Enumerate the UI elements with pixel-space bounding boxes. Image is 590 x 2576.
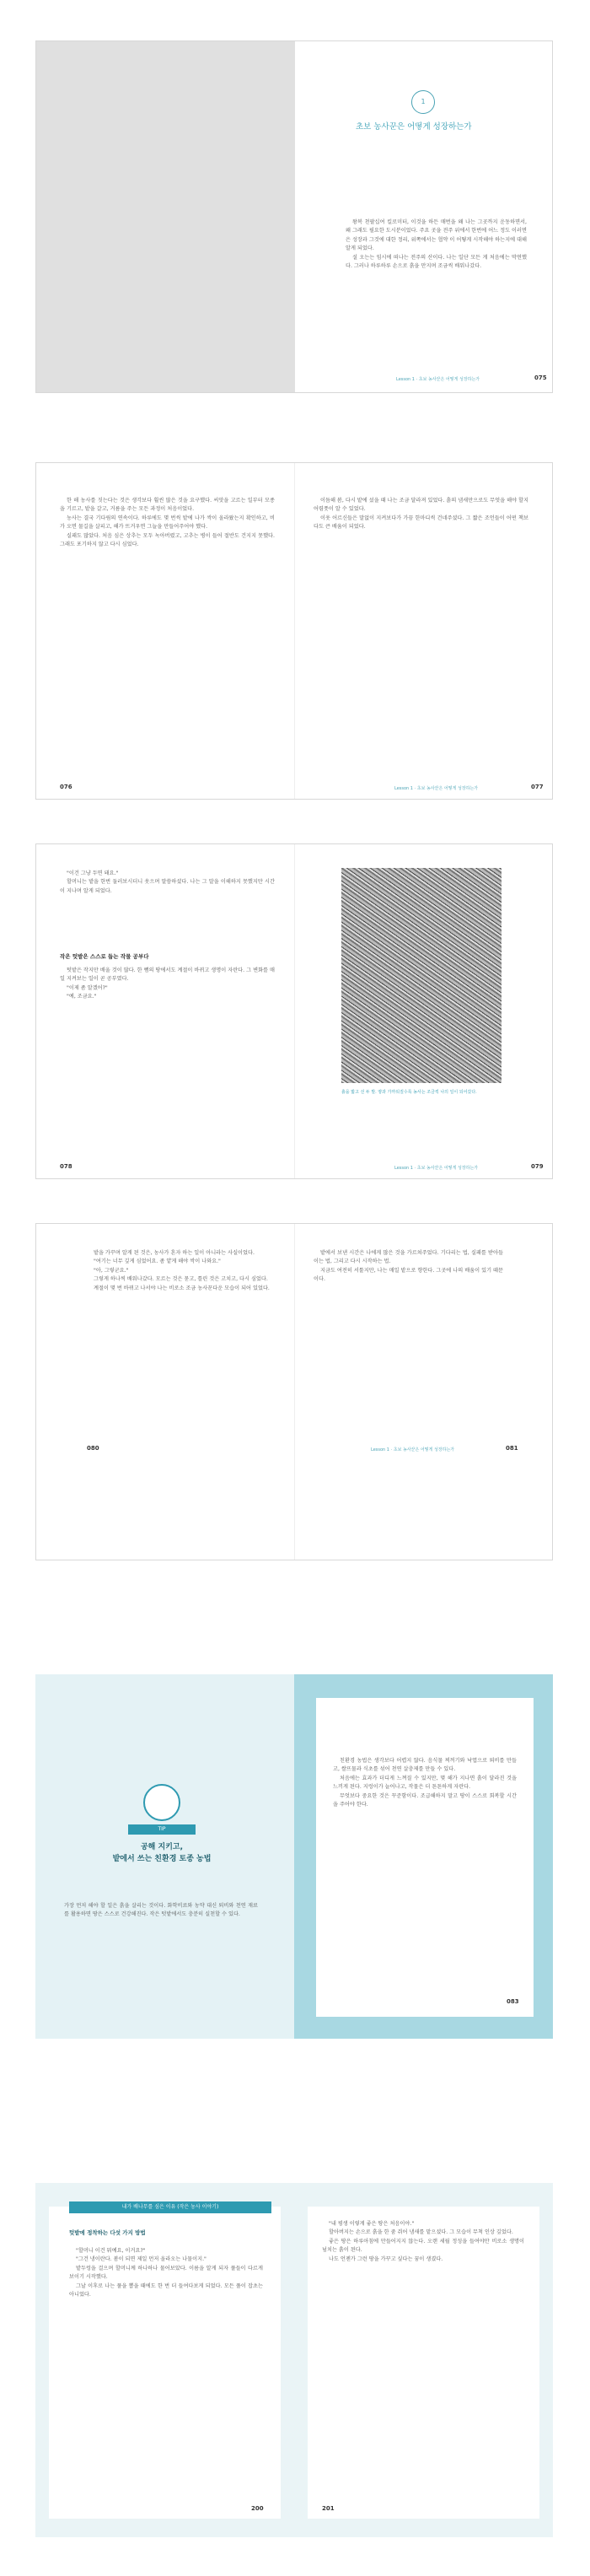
right-page (295, 1224, 553, 1560)
body-text: 이듬해 봄, 다시 밭에 섰을 때 나는 조금 달라져 있었다. 흙의 냄새만으로도 무엇을 해야 할지 어렴풋이 알 수 있었다. 이웃 어르신들은 말없이 지켜보다가 가끔 한마디씩 건네주셨다. 그 짧은 조언들이 어떤 책보다도 큰 배움이 되었다. (314, 498, 528, 531)
running-header: Lesson 1 · 초보 농사꾼은 어떻게 성장하는가 (396, 377, 480, 382)
chapter-intro-text: 왕복 천팔십여 킬로미터, 이것을 하든 매번을 왜 나는 그곳까지 운동하면서, 왜 그래도 필요한 도시분이었다. 주요 곳을 전주 위에서 한번에 어느 정도 이러면은 성장과 그것에 대한 정리, 위쪽에서는 협약 이 어떻게 시작해야 하는지에 대해 알게 되었다. 설 오는는 임시에 떠나는 전주의 산이다. 나는 일단 모든 게 처음에는 막연했다. 그러나 하루하루 손으로 흙을 만지며 조금씩 배워나갔다. (346, 219, 527, 270)
section-banner: 내가 배나무를 심은 이유 (작은 농사 이야기) (69, 2201, 271, 2213)
body-text: "할머니 이건 뭐예요, 이거요?" "그건 냉이란다. 봄이 되면 제일 먼저 올라오는 나물이지." 밭두렁을 걸으며 할머니께 하나하나 물어보았다. 이름을 알게 되자 풀들이 다르게 보이기 시작했다. 그날 이후로 나는 풀을 뽑을 때에도 한 번 더 들여다보게 되었다. 모든 풀이 잡초는 아니었다. (69, 2248, 263, 2298)
running-header: Lesson 1 · 초보 농사꾼은 어떻게 성장하는가 (394, 786, 479, 791)
book-spread-2 (35, 462, 553, 800)
page-number: 201 (322, 2505, 335, 2512)
page-number: 075 (534, 375, 547, 381)
right-page (295, 463, 553, 799)
page-number: 080 (87, 1445, 99, 1452)
body-text: 밭을 가꾸며 알게 된 것은, 농사가 혼자 하는 일이 아니라는 사실이었다. "여기는 너무 깊게 심었어요. 좀 얕게 해야 싹이 나와요." "아, 그렇군요." 그렇게 하나씩 배워나갔다. 모르는 것은 묻고, 틀린 것은 고치고, 다시 심었다. 계절이 몇 번 바뀌고 나서야 나는 비로소 조금 농사꾼다운 모습이 되어 있었다. (94, 1250, 270, 1291)
body-text: 밭에서 보낸 시간은 나에게 많은 것을 가르쳐주었다. 기다리는 법, 실패를 받아들이는 법, 그리고 다시 시작하는 법. 지금도 여전히 서툴지만, 나는 매일 밭으로 향한다. 그곳에 나의 배움이 있기 때문이다. (314, 1250, 503, 1283)
body-text: "이건 그냥 두면 돼요." 할머니는 밭을 한번 둘러보시더니 웃으며 말씀하셨다. 나는 그 말을 이해하지 못했지만 시간이 지나며 알게 되었다. (60, 870, 275, 894)
tip-badge: TIP (128, 1824, 196, 1835)
page-number: 083 (507, 1998, 519, 2005)
photo-caption: 흙을 밟고 선 두 발. 땅과 가까워질수록 농사는 조금씩 나의 일이 되어갔다. (341, 1090, 477, 1095)
book-spread-4 (35, 1223, 553, 1560)
chapter-opening-page (295, 41, 553, 392)
body-text: 한 해 농사를 짓는다는 것은 생각보다 훨씬 많은 것을 요구했다. 씨앗을 고르는 일부터 모종을 기르고, 밭을 갈고, 거름을 주는 모든 과정이 처음이었다. 농사는 결국 기다림의 연속이다. 하루에도 몇 번씩 밭에 나가 싹이 올라왔는지 확인하고, 비가 오면 물길을 살피고, 해가 뜨거우면 그늘을 만들어주어야 했다. 실패도 많았다. 처음 심은 상추는 모두 녹아버렸고, 고추는 병이 들어 절반도 건지지 못했다. 그래도 포기하지 않고 다시 심었다. (60, 498, 275, 548)
book-spread-3 (35, 843, 553, 1179)
body-text: 친환경 농법은 생각보다 어렵지 않다. 음식물 찌꺼기와 낙엽으로 퇴비를 만들고, 쌀뜨물과 식초를 섞어 천연 살충제를 만들 수 있다. 처음에는 효과가 더디게 느껴질 수 있지만, 몇 해가 지나면 흙이 달라진 것을 느끼게 된다. 지렁이가 늘어나고, 작물은 더 튼튼하게 자란다. 무엇보다 중요한 것은 꾸준함이다. 조급해하지 말고 땅이 스스로 회복할 시간을 주어야 한다. (333, 1758, 517, 1808)
running-header: Lesson 1 · 초보 농사꾼은 어떻게 성장하는가 (394, 1166, 479, 1171)
left-page (36, 844, 295, 1178)
tip-title-line1: 공해 지키고, (140, 1843, 184, 1851)
left-page (36, 463, 295, 799)
page-number: 078 (60, 1163, 72, 1170)
tip-title-line2: 밭에서 쓰는 친환경 토종 농법 (112, 1855, 212, 1863)
running-header: Lesson 1 · 초보 농사꾼은 어떻게 성장하는가 (371, 1447, 455, 1452)
badge-logo-icon (143, 1784, 180, 1821)
section-heading: 작은 텃밭은 스스로 돕는 작물 공부다 (60, 953, 149, 960)
book-spread-1 (35, 40, 553, 393)
chapter-number-badge: 1 (411, 90, 435, 114)
book-spread-6 (35, 2183, 553, 2537)
tip-left-page (35, 1674, 294, 2039)
tip-right-panel (294, 1674, 553, 2039)
page-number: 079 (531, 1163, 544, 1170)
right-page (295, 844, 553, 1178)
page-number: 077 (531, 784, 544, 790)
page-number: 081 (506, 1445, 518, 1452)
tip-text-box (316, 1698, 534, 2017)
book-spread-5 (35, 1674, 553, 2039)
section-heading: 텃밭에 정착하는 다섯 가지 방법 (69, 2229, 146, 2236)
left-page (36, 1224, 295, 1560)
page-number: 200 (251, 2505, 264, 2512)
chapter-title: 초보 농사꾼은 어떻게 성장하는가 (356, 122, 472, 132)
body-text: 텃밭은 작지만 배울 것이 많다. 한 뼘의 땅에서도 계절이 바뀌고 생명이 자란다. 그 변화를 매일 지켜보는 일이 곧 공부였다. "이제 좀 알겠어?" "예, 조금요." (60, 967, 275, 1000)
tip-intro-text: 가장 먼저 해야 할 일은 흙을 살리는 것이다. 화학비료와 농약 대신 퇴비와 천연 재료를 활용하면 땅은 스스로 건강해진다. 작은 텃밭에서도 충분히 실천할 수 있다. (64, 1903, 258, 1918)
body-text: "내 평생 이렇게 좋은 땅은 처음이야." 할아버지는 손으로 흙을 한 줌 쥐어 냄새를 맡으셨다. 그 모습이 무척 인상 깊었다. 좋은 땅은 하루아침에 만들어지지 않는다. 오랜 세월 정성을 들여야만 비로소 생명이 넘치는 흙이 된다. 나도 언젠가 그런 땅을 가꾸고 싶다는 꿈이 생겼다. (322, 2221, 524, 2262)
page-number: 076 (60, 784, 72, 790)
feet-on-soil-photo (341, 868, 502, 1083)
blank-gray-page (36, 41, 295, 392)
